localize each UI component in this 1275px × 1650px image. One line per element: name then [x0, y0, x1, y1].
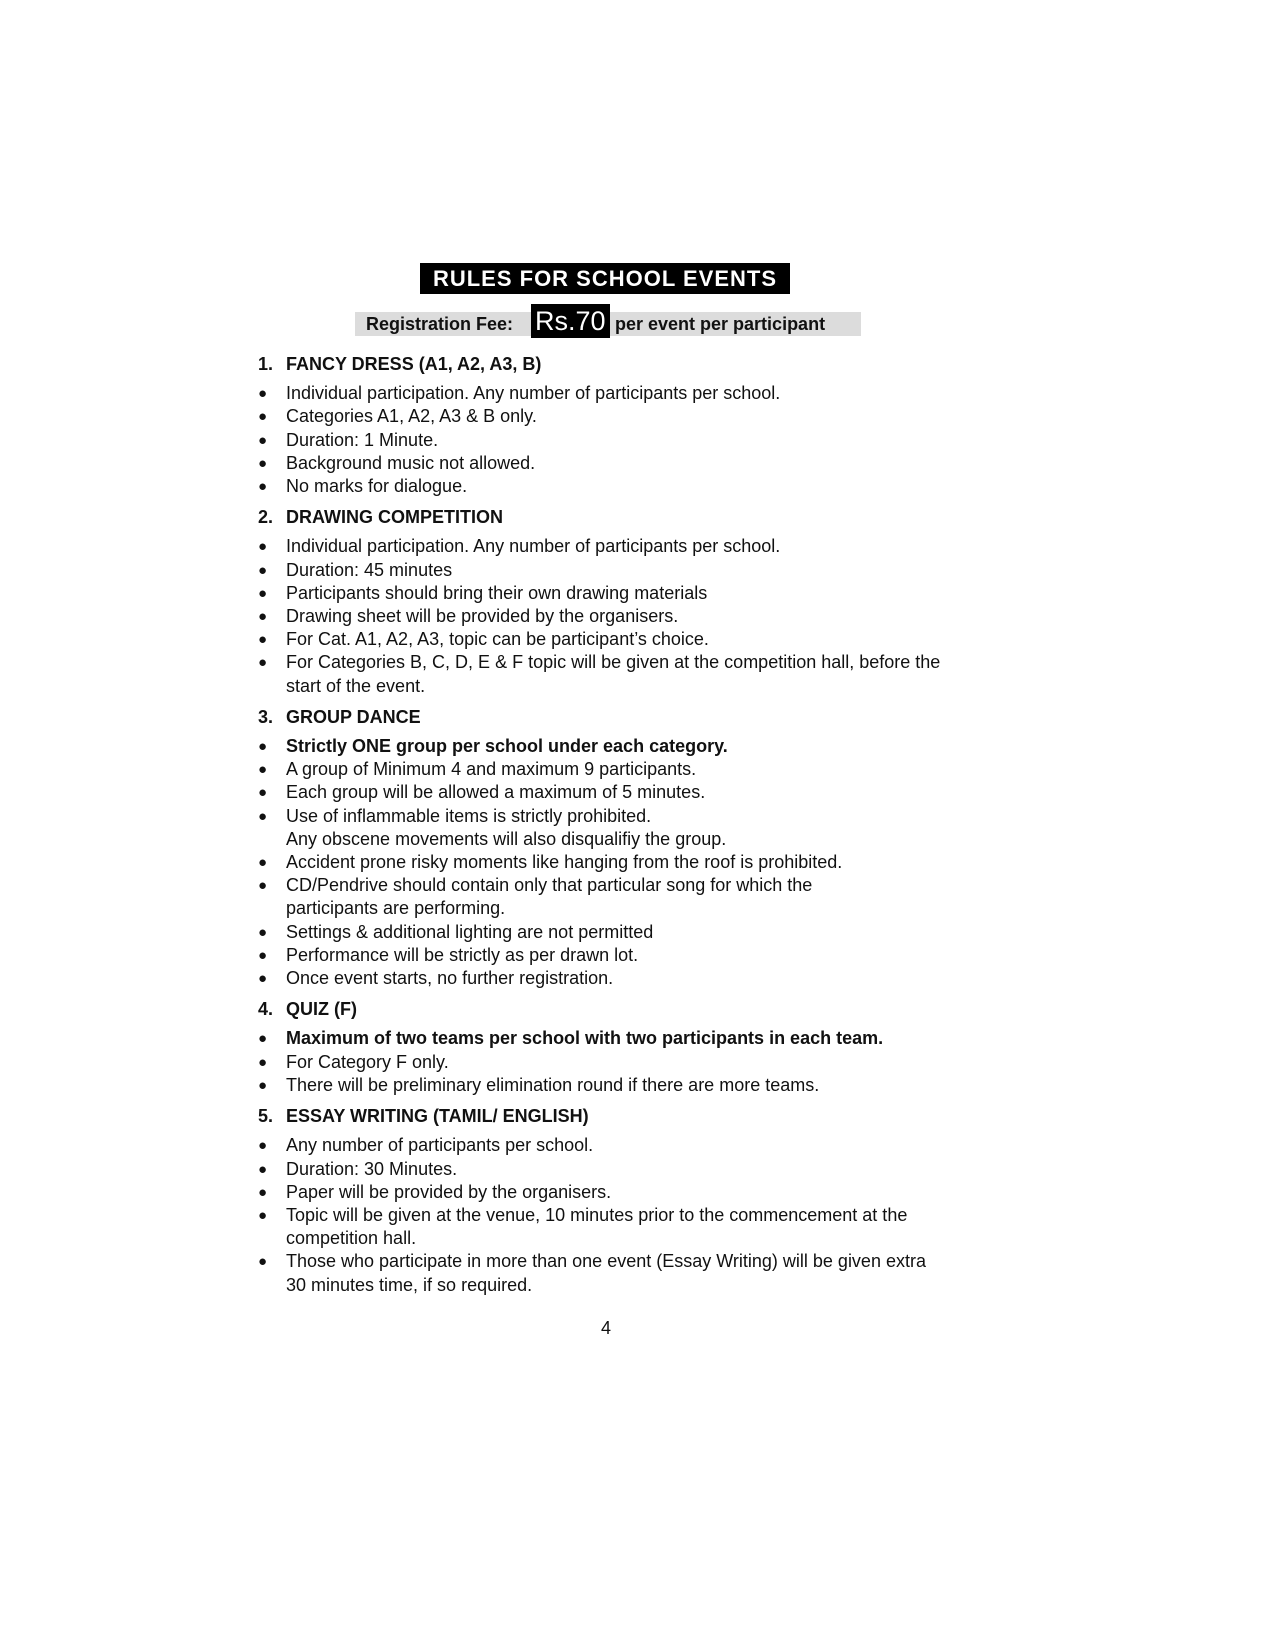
list-item: [258, 1027, 978, 1050]
rule-text: Background music not allowed.: [286, 452, 536, 473]
rule-text: Topic will be given at the venue, 10 minutes prior to the commencement at the competition hall.: [286, 1204, 908, 1249]
rule-text: Any number of participants per school.: [286, 1135, 594, 1156]
section-heading: [258, 998, 978, 1021]
list-item: [258, 967, 978, 990]
bullet-icon: [258, 582, 286, 605]
list-item: [258, 1204, 978, 1250]
section-title: QUIZ (F): [286, 999, 357, 1020]
list-item: [258, 944, 978, 967]
list-item: [258, 851, 978, 874]
section-number: 3.: [258, 706, 274, 727]
list-item: [258, 805, 978, 851]
bullet-icon: [258, 1027, 286, 1050]
bullet-icon: [258, 628, 286, 651]
rule-text: Once event starts, no further registration.: [286, 968, 614, 989]
rule-text: Accident prone risky moments like hanging from the roof is prohibited.: [286, 852, 843, 873]
rule-text: Individual participation. Any number of participants per school.: [286, 383, 781, 404]
section-number: 5.: [258, 1106, 274, 1127]
rule-text: [286, 805, 978, 851]
rule-text: Individual participation. Any number of participants per school.: [286, 536, 781, 557]
bullet-icon: [258, 475, 286, 498]
bullet-icon: [258, 429, 286, 452]
bullet-icon: [258, 1181, 286, 1204]
rule-list: [258, 1027, 978, 1097]
section-heading: [258, 353, 978, 376]
list-item: [258, 1250, 978, 1296]
rule-text: Categories A1, A2, A3 & B only.: [286, 406, 537, 427]
list-item: [258, 535, 978, 558]
bullet-icon: [258, 382, 286, 405]
section-number: 2.: [258, 507, 274, 528]
list-item: [258, 874, 978, 920]
bullet-icon: [258, 874, 286, 920]
registration-fee-amount: Rs.70: [531, 304, 610, 338]
section-title: FANCY DRESS (A1, A2, A3, B): [286, 354, 542, 374]
section-heading: [258, 706, 978, 729]
registration-fee-suffix: per event per participant: [615, 314, 826, 334]
list-item: [258, 1074, 978, 1097]
list-item: [258, 1134, 978, 1157]
list-item: [258, 475, 978, 498]
rules-content: [258, 353, 978, 1297]
list-item: [258, 405, 978, 428]
list-item: [258, 429, 978, 452]
rule-text: Maximum of two teams per school with two participants in each team.: [286, 1028, 884, 1049]
bullet-icon: [258, 651, 286, 697]
rule-text: For Category F only.: [286, 1051, 449, 1072]
rule-text: A group of Minimum 4 and maximum 9 participants.: [286, 759, 697, 780]
rule-text: No marks for dialogue.: [286, 476, 468, 497]
list-item: [258, 758, 978, 781]
rule-text: Paper will be provided by the organisers.: [286, 1181, 612, 1202]
rule-list: [258, 1134, 978, 1296]
list-item: [258, 1181, 978, 1204]
rule-list: [258, 382, 978, 498]
bullet-icon: [258, 1250, 286, 1296]
bullet-icon: [258, 1204, 286, 1250]
rule-text: Performance will be strictly as per drawn lot.: [286, 944, 639, 965]
list-item: [258, 1051, 978, 1074]
bullet-icon: [258, 944, 286, 967]
bullet-icon: [258, 1158, 286, 1181]
list-item: [258, 781, 978, 804]
rule-text-continuation: Any obscene movements will also disqualifiy the group.: [286, 828, 727, 849]
bullet-icon: [258, 559, 286, 582]
bullet-icon: [258, 967, 286, 990]
rule-text: For Categories B, C, D, E & F topic will be given at the competition hall, before the start of the event.: [286, 652, 941, 696]
rule-text: Drawing sheet will be provided by the organisers.: [286, 606, 679, 627]
rule-text: Strictly ONE group per school under each category.: [286, 736, 728, 757]
rule-text: Duration: 45 minutes: [286, 559, 453, 580]
rule-text: CD/Pendrive should contain only that particular song for which the participants are performing.: [286, 875, 813, 919]
rule-text: There will be preliminary elimination round if there are more teams.: [286, 1074, 820, 1095]
section-number: 4.: [258, 999, 274, 1020]
rule-list: [258, 535, 978, 697]
page-number: 4: [600, 1318, 611, 1338]
list-item: [258, 452, 978, 475]
bullet-icon: [258, 1134, 286, 1157]
bullet-icon: [258, 735, 286, 758]
list-item: [258, 628, 978, 651]
list-item: [258, 605, 978, 628]
list-item: [258, 651, 978, 697]
section-title: ESSAY WRITING (TAMIL/ ENGLISH): [286, 1106, 589, 1127]
list-item: [258, 735, 978, 758]
bullet-icon: [258, 1051, 286, 1074]
rule-list: [258, 735, 978, 990]
bullet-icon: [258, 758, 286, 781]
bullet-icon: [258, 405, 286, 428]
bullet-icon: [258, 452, 286, 475]
bullet-icon: [258, 921, 286, 944]
bullet-icon: [258, 535, 286, 558]
list-item: [258, 559, 978, 582]
rule-text: Participants should bring their own drawing materials: [286, 582, 708, 603]
registration-fee-label: Registration Fee:: [366, 314, 514, 334]
bullet-icon: [258, 605, 286, 628]
rule-text: Settings & additional lighting are not permitted: [286, 921, 654, 942]
rule-text: Those who participate in more than one event (Essay Writing) will be given extra 30 minutes time, if so required.: [286, 1251, 926, 1295]
list-item: [258, 1158, 978, 1181]
section-title: DRAWING COMPETITION: [286, 507, 503, 528]
bullet-icon: [258, 805, 286, 851]
rule-text: Duration: 30 Minutes.: [286, 1158, 458, 1179]
section-title: GROUP DANCE: [286, 706, 421, 727]
rule-text: Duration: 1 Minute.: [286, 429, 439, 450]
section-heading: [258, 1105, 978, 1128]
section-heading: [258, 506, 978, 529]
list-item: [258, 921, 978, 944]
bullet-icon: [258, 1074, 286, 1097]
list-item: [258, 382, 978, 405]
rule-text: For Cat. A1, A2, A3, topic can be participant’s choice.: [286, 629, 709, 650]
rule-text: Each group will be allowed a maximum of 5 minutes.: [286, 782, 706, 803]
bullet-icon: [258, 781, 286, 804]
rule-text-line: Use of inflammable items is strictly prohibited.: [286, 805, 652, 826]
page-title: RULES FOR SCHOOL EVENTS: [420, 263, 790, 294]
list-item: [258, 582, 978, 605]
section-number: 1.: [258, 354, 274, 374]
bullet-icon: [258, 851, 286, 874]
